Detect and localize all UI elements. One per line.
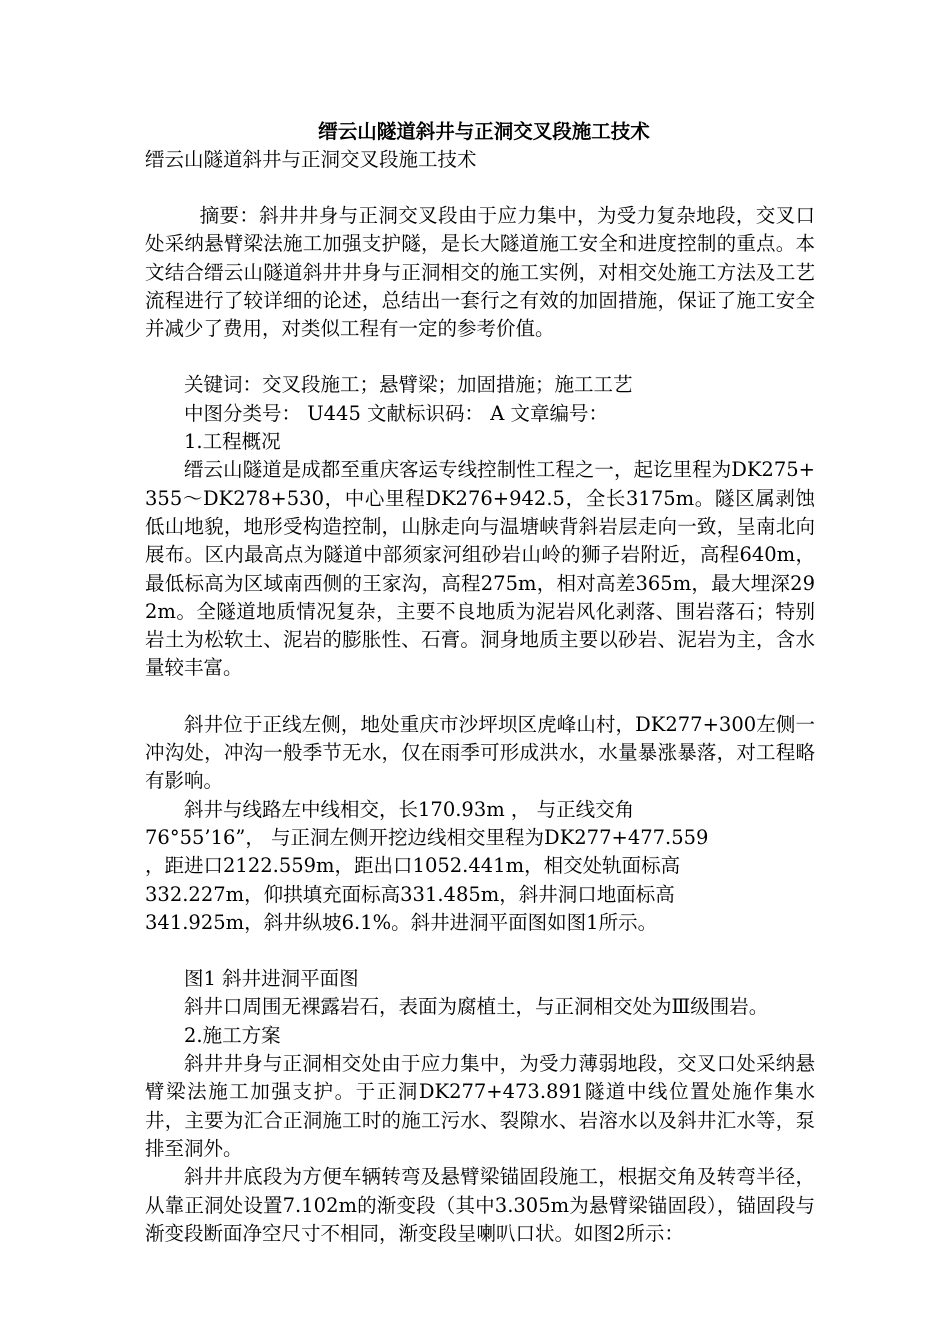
classification-line: 中图分类号： U445 文献标识码： A 文章编号： xyxy=(184,401,609,425)
keywords-line: 关键词：交叉段施工；悬臂梁；加固措施；施工工艺 xyxy=(184,373,633,397)
figure-1-caption: 图1 斜井进洞平面图 xyxy=(184,967,359,991)
section-1-paragraph-3 xyxy=(145,796,815,937)
section-2-heading: 2.施工方案 xyxy=(184,1023,281,1047)
paragraph-line: 332.227m，仰拱填充面标高331.485m，斜井洞口地面标高 xyxy=(145,882,675,906)
paragraph-line: 斜井与线路左中线相交，长170.93m ， 与正线交角 xyxy=(184,797,635,821)
section-1-paragraph-1: 缙云山隧道是成都至重庆客运专线控制性工程之一，起讫里程为DK275+355～DK278+530，中心里程DK276+942.5，全长3175m。隧区属剥蚀低山地貌，地形受构造控制，山脉走向与温塘峡背斜岩层走向一致，呈南北向展布。区内最高点为隧道中部须家河组砂岩山岭的狮子岩附近，高程640m，最低标高为区域南西侧的王家沟，高程275m，相对高差365m，最大埋深292m。全隧道地质情况复杂，主要不良地质为泥岩风化剥落、围岩落石；特别岩土为松软土、泥岩的膨胀性、石膏。洞身地质主要以砂岩、泥岩为主，含水量较丰富。 xyxy=(145,458,815,680)
spacer xyxy=(145,174,815,202)
document-title: 缙云山隧道斜井与正洞交叉段施工技术 xyxy=(318,120,650,143)
spacer xyxy=(145,937,815,965)
spacer xyxy=(145,343,815,371)
section-1-paragraph-4: 斜井口周围无裸露岩石，表面为腐植土，与正洞相交处为Ⅲ级围岩。 xyxy=(184,995,769,1019)
document-subtitle: 缙云山隧道斜井与正洞交叉段施工技术 xyxy=(145,148,477,171)
paragraph-line: 341.925m，斜井纵坡6.1%。斜井进洞平面图如图1所示。 xyxy=(145,910,658,934)
section-1-paragraph-2: 斜井位于正线左侧，地处重庆市沙坪坝区虎峰山村，DK277+300左侧一冲沟处，冲沟一般季节无水，仅在雨季可形成洪水，水量暴涨暴落，对工程略有影响。 xyxy=(145,712,815,793)
section-2-paragraph-2: 斜井井底段为方便车辆转弯及悬臂梁锚固段施工，根据交角及转弯半径，从靠正洞处设置7.102m的渐变段（其中3.305m为悬臂梁锚固段），锚固段与渐变段断面净空尺寸不相同，渐变段呈喇叭口状。如图2所示： xyxy=(145,1165,815,1245)
spacer xyxy=(145,683,815,711)
section-2-paragraph-1: 斜井井身与正洞相交处由于应力集中，为受力薄弱地段，交叉口处采纳悬臂梁法施工加强支护。于正洞DK277+473.891隧道中线位置处施作集水井，主要为汇合正洞施工时的施工污水、裂隙水、岩溶水以及斜井汇水等，泵排至洞外。 xyxy=(145,1052,815,1160)
section-1-heading: 1.工程概况 xyxy=(184,430,281,454)
document-page xyxy=(145,118,815,1248)
abstract-paragraph: 摘要：斜井井身与正洞交叉段由于应力集中，为受力复杂地段，交叉口处采纳悬臂梁法施工加强支护隧，是长大隧道施工安全和进度控制的重点。本文结合缙云山隧道斜井井身与正洞相交的施工实例，对相交处施工方法及工艺流程进行了较详细的论述，总结出一套行之有效的加固措施，保证了施工安全并减少了费用，对类似工程有一定的参考价值。 xyxy=(145,204,815,341)
paragraph-line: ，距进口2122.559m，距出口1052.441m，相交处轨面标高 xyxy=(145,854,681,878)
paragraph-line: 76°55’16”， 与正洞左侧开挖边线相交里程为DK277+477.559 xyxy=(145,825,709,849)
